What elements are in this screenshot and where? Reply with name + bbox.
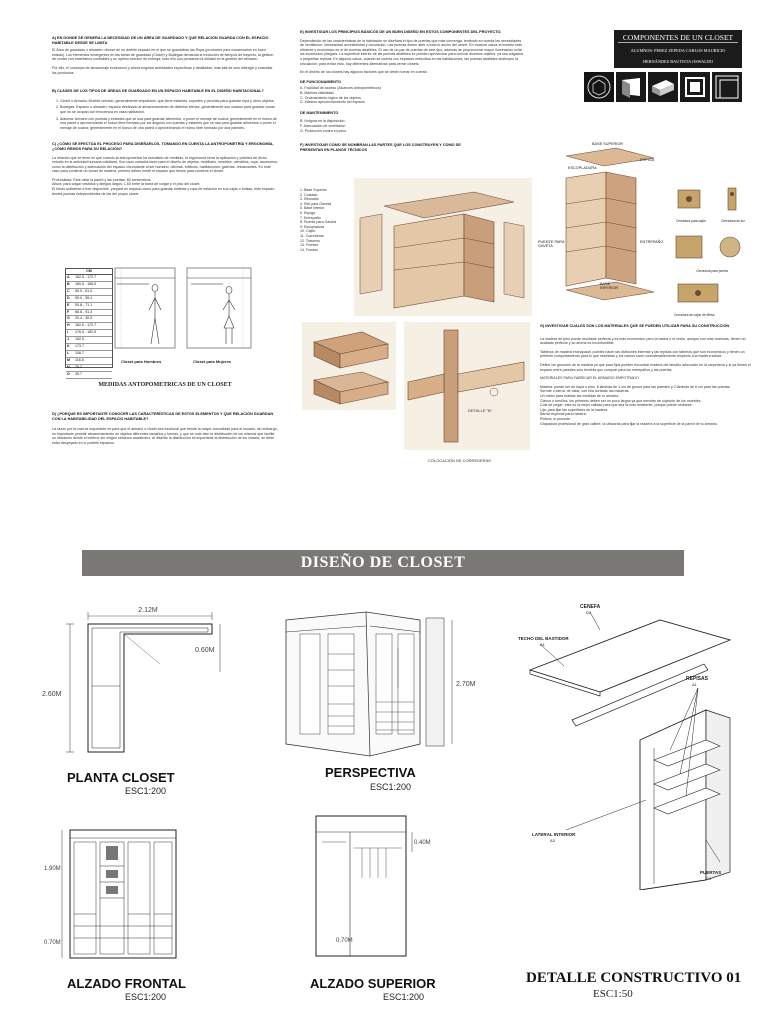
- anthro-row-letter: E: [67, 302, 70, 307]
- mant-item: G. Protección contra el polvo.: [300, 128, 348, 133]
- part-item: 3. Rincoallo: [300, 197, 319, 202]
- anthro-row-letter: J: [67, 337, 69, 342]
- question-g: G) INVESTIGAR CUALES SON LOS MATERIALES QUE SE PUEDEN UTILIZAR PARA SU CONSTRUCCIÓN: [540, 324, 730, 328]
- planta-dim-height: 2.60M: [42, 691, 62, 698]
- rail-detail-sketch: [404, 322, 530, 450]
- part-item: 6. Espiga: [300, 210, 315, 215]
- label-women: Closet para Mujeres: [193, 359, 232, 364]
- alzado-frontal-dim-2: 0.70M: [44, 940, 61, 946]
- label-puertas: PUERTAS: [700, 870, 722, 875]
- label-cenefa-code: D2: [586, 610, 592, 615]
- exploded-closet-figure: [536, 138, 666, 306]
- detail-b-label: DETALLE "B": [468, 408, 493, 413]
- part-item: 1. Base Superior: [300, 188, 327, 192]
- anthro-row-letter: B: [67, 281, 70, 286]
- alzado-frontal-dim-1: 1.90M: [44, 866, 61, 872]
- closet-silhouettes: [113, 266, 259, 358]
- part-item: 2. Costado: [300, 192, 318, 197]
- material-item: Cola de pegar: esta es la mejor calidad para que sea la más resistente, porque puede cedrarse.: [540, 403, 693, 408]
- func-item: A. Facilidad de acceso (Alcances antropométricos): [300, 86, 381, 91]
- label-puertas-code: D4: [706, 876, 712, 881]
- label-espiga: ESPIGA: [640, 158, 655, 162]
- list-item: 3. Alacena: Armario con puertas y estantes que se usa para guardar alimentos, o poner el menaje de cocina; generalmente en el hueco de una pared o aprovechando el hueco libre formado por los ángulos con puertas y estantes que se usa para guardar alimentos o poner el menaje de cocina; generalmente en el hueco de una pared o aprovechando el hueco libre formado por dos paredes.: [60, 117, 278, 131]
- alzado-superior-dim-1: 0.40M: [414, 840, 431, 846]
- question-d: D) ¿PORQUE ES IMPORTANTE CONOCER LAS CARACTERÍSTICAS DE ESTOS ELEMENTOS Y QUE RELACIÓN GUARDAN CON LA HABITABILIDAD DEL ESPACIO HABITABLE?: [52, 412, 274, 421]
- anthro-table-row: [66, 365, 112, 372]
- paragraph-c1: La relación que se tiene es que cuando la antropometría ha estudiado de medidas, la ergonomía sería la aplicación y práctica de dicho estudio en la actividad humana cotidiana. Son usos variados tanto para el diseño de objetos, mobiliario, muebles, utensilios, ropa, accesorios; como la distribución y adecuación del espacio circundante al ser humano: oficinas, edificios, habitaciones, galerías, restaurantes. En este caso para construir un closet de madera, primero debes medir el espacio que tienes para construir el closet.: [52, 155, 278, 174]
- perspectiva-drawing: [280, 608, 480, 758]
- label-base-inferior: BASE INFERIOR: [600, 282, 619, 290]
- planta-dim-depth: 0.60M: [195, 647, 215, 654]
- parts-list: [300, 188, 360, 252]
- anthro-row-letter: O: [67, 371, 70, 376]
- planta-drawing: [40, 592, 270, 768]
- drawer-sketch: [302, 322, 396, 410]
- material-item: Barniz especial para madera.: [540, 412, 587, 417]
- anthro-row-value: 162.6 - 172.7: [75, 323, 97, 328]
- anthropometric-figure: [65, 266, 259, 376]
- hardware-item: Cerradura de cajón de Mesa: [672, 280, 752, 314]
- anthro-row-value: 176.5 - 182.9: [75, 330, 97, 335]
- anthro-row-value: 116.8: [75, 357, 84, 362]
- hardware-item: Cerradura de luz: [714, 184, 752, 222]
- anthro-table-header: CM: [66, 269, 112, 275]
- drawer-shape-icon: [648, 72, 678, 102]
- anthro-table: [65, 268, 113, 376]
- question-a: A) EN DONDE SE GENERA LA NECESIDAD DE UN ÁREA DE GUARDADO Y QUE RELACIÓN GUARDA CON EL ESPACIO HABITABLE DESDE SE LIMITA: [52, 36, 269, 45]
- part-item: 11. Correderas: [300, 233, 324, 238]
- list-item: 2. Bodegas: Espacio o almacén, espacio destinado al almacenamiento de distintos bienes, generalmente son usados para guardar cosas que no se ocupan con frecuencia en casa habitación.: [60, 105, 278, 114]
- label-repisas: REPISAS: [686, 676, 708, 682]
- part-item: 12. Traseros: [300, 238, 320, 243]
- perspectiva-dim-height: 2.70M: [456, 681, 476, 688]
- corner-shape-icon: [712, 72, 742, 102]
- anthro-table-row: [66, 323, 112, 330]
- anthro-row-value: 45.7: [75, 371, 82, 376]
- section-band-title: DISEÑO DE CLOSET: [82, 550, 684, 576]
- anthro-row-letter: D: [67, 295, 70, 300]
- paragraph-e1: Dependiendo de las características de la habitación se diseñara el tipo de puertas que más convenga, teniendo en cuenta las necesidades de ventilación, luminosidad accesibilidad y circulación. Las puertas deben abrir a todo lo ancho del closet. En muchos casos el modelo más eficiente y económico es el de puertas abatibles. El uso de un par de puertas de este tipo, además de proporcionar mayor iluminación evita los incómodos pliegues. La superficie interior de las puertas abatibles se pueden aprovechar para colocar diversos objetos, ya sea colgados o pequeñas repisas. En algunos casos, cuando se cuenta con espacios reducidos en las habitaciones, las puertas abatibles obstruyen la circulación; para evitar esto, hay diferentes alternativas para cerrar closets.: [300, 38, 524, 66]
- anthro-table-row: [66, 303, 112, 310]
- material-item: Serrote o sierra: de calar, con ella cortarás tus maderas.: [540, 389, 630, 394]
- anthro-row-letter: G: [67, 316, 70, 321]
- anthro-row-letter: I: [67, 330, 68, 335]
- label-cenefa: CENEFA: [580, 604, 601, 610]
- right-text-column: [540, 324, 752, 426]
- anthro-row-letter: C: [67, 288, 70, 293]
- func-item: D. Máximo aprovechamiento del espacio: [300, 100, 365, 105]
- label-escopladura: ESCOPLADURA: [568, 166, 597, 170]
- anthro-row-value: 106.7: [75, 350, 84, 355]
- part-item: 4. Riel para Gaveta: [300, 201, 331, 206]
- logo-tile-5: [712, 72, 742, 102]
- anthro-row-letter: N: [67, 364, 70, 369]
- detail-b-caption: COLOCACIÓN DE CORREDERAS: [428, 458, 491, 463]
- paragraph-c4: El fondo suficiente a fuer disponible, prepara un espacio como para guardar maletas y ropa de estación en sus cajas o bolsas, este espacio tendrá puertas independientes de las del propio closet.: [52, 187, 275, 196]
- middle-text-column: [300, 30, 526, 152]
- alzado-superior-scale: ESC1:200: [383, 992, 425, 1002]
- anthro-row-value: 162.5 - 172.7: [75, 275, 97, 279]
- anthro-row-value: 173.7: [75, 344, 84, 349]
- university-logo: [584, 72, 614, 102]
- alzado-superior-drawing: [312, 812, 432, 968]
- anthro-table-row: [66, 275, 112, 282]
- header-banner: [614, 30, 742, 68]
- anthro-row-letter: H: [67, 323, 70, 328]
- header-author-1: ALUMNOS: PEREZ ZEPEDA CARLOS MAURICIO: [630, 48, 726, 53]
- anthro-table-row: [66, 344, 112, 351]
- question-e: E) INVESTIGAR LOS PRINCIPIOS BÁSICOS DE UN BUEN DISEÑO EN ESTOS COMPONENTES DEL PROYECTO.: [300, 30, 502, 34]
- func-title: DE FUNCIONAMIENTO: [300, 79, 342, 84]
- planta-scale: ESC1:200: [125, 786, 167, 796]
- anthro-table-row: [66, 358, 112, 365]
- key-icon: [714, 184, 752, 214]
- anthro-row-value: 160.5 - 166.5: [75, 281, 97, 286]
- label-lateral-code: A3: [550, 838, 555, 843]
- left-text-column-bottom: [52, 412, 278, 450]
- materials-title: MATERIALES PARA FABRICAR EL ARMARIO EMPOTRADO: [540, 376, 639, 381]
- anthro-table-row: [66, 351, 112, 358]
- question-b: B) CLASES DE LOS TIPOS DE ÁREAS DE GUARDADO EN UN ESPACIO HABITABLE EN EL DISEÑO HABITACIONAL?: [52, 89, 264, 94]
- label-repisas-code: A1: [692, 682, 697, 687]
- alzado-superior-title: ALZADO SUPERIOR: [310, 976, 436, 991]
- planta-title: PLANTA CLOSET: [67, 770, 175, 785]
- anthro-row-value: 66.8 - 91.4: [75, 309, 93, 314]
- header-title: COMPONENTES DE UN CLOSET: [618, 30, 738, 43]
- part-item: 7. Entrepaño: [300, 215, 321, 220]
- left-text-column: [52, 36, 278, 200]
- anthro-row-value: 25.4 - 30.5: [75, 316, 93, 321]
- label-lateral: LATERAL INTERIOR: [532, 832, 576, 837]
- part-item: 14. Fondos: [300, 247, 318, 252]
- material-item: Lija, para lijar las superficies de la madera.: [540, 407, 609, 412]
- material-item: Pintura, si procede.: [540, 416, 571, 421]
- anthro-row-value: 152.5: [75, 337, 84, 342]
- anthro-row-letter: A: [67, 275, 70, 279]
- drawer-lock-icon: [672, 280, 752, 308]
- paragraph-d1: La razón por la cual es importante es para que el armario o closet sea funcional que brinde la mayor comodidad para el usuario, sin embargo, es importante permitir almacenamiento de objetos diferentes tamaños y formas, y que se note bien la distribución de los mismos que facilite su ubicación desde el exterior sin ningún esfuerzo académico. Al diseñar la distribución es importante la distribución de los closets, se debe estar despejado en lo posible espacios.: [52, 427, 278, 445]
- label-techo-code: A1: [540, 642, 545, 647]
- paragraph-e2: En el diseño de los closets hay algunos factores que se deben tomar en cuenta:: [300, 70, 428, 75]
- part-item: 13. Frentes: [300, 243, 319, 248]
- logo-tile-4: [680, 72, 710, 102]
- part-item: 9. Escopladura: [300, 224, 324, 229]
- hardware-item: Cerradura para cajón: [672, 184, 710, 222]
- paragraph-c3: Altura: para colgar vestidos y abrigos largos: 1.60 entre la barra de colgar y el piso del closet.: [52, 182, 201, 187]
- logo-tile-3: [648, 72, 678, 102]
- anthro-row-letter: K: [67, 344, 70, 349]
- alzado-frontal-title: ALZADO FRONTAL: [67, 976, 186, 991]
- anthro-row-letter: L: [67, 350, 70, 355]
- logo-tile-2: [616, 72, 646, 102]
- anthro-table-row: [66, 316, 112, 323]
- paragraph-c2: Profundidad. Este mide la pared y las puertas: 60 centímetros.: [52, 177, 152, 182]
- list-b: [52, 99, 278, 131]
- anthro-row-value: 55.9 - 61.0: [75, 288, 93, 293]
- alzado-frontal-scale: ESC1:200: [125, 992, 167, 1002]
- paragraph-a1: El Área de guardado o almacén: dícese de un ámbito espacio en el que se guardaban las Ropa (productos para conservarlos en buen estado). Los elementos emergentes en las áreas de guardado (Closet) y Bodegas demanda la evolución de tiempos de trayecto, la gestión de contar con inventarios confiables y un óptimo servicio de entrega; todo ello con pensando la utilidad en la gestión del almacén.: [52, 48, 274, 62]
- alzado-superior-dim-2: 0.70M: [336, 938, 353, 944]
- hardware-grid: [672, 184, 752, 317]
- part-item: 5. Base Inferior: [300, 206, 325, 211]
- list-item: 1. Closet o Armario: Mueble cerrado, generalmente empotrado, que tiene estantes, soportes y perchas para guardar ropa y otros objetos.: [60, 99, 278, 104]
- func-item: B. Máxima visibilidad: [300, 90, 334, 95]
- material-item: Grapadora profesional de gran calibre, la utilizarás para fijar la madera a la superficie de la pared de tu armario.: [540, 421, 718, 426]
- label-techo: TECHO DEL BASTIDOR: [518, 636, 569, 641]
- anthro-table-row: [66, 296, 112, 303]
- alzado-frontal-drawing: [44, 818, 184, 974]
- question-f: F) INVESTIGAR COMO SE NOMBRAN LAS PARTES QUE LOS CONSTRUYEN Y COMO SE PRESENTAN EN PLANOS TÉCNICOS: [300, 143, 461, 152]
- anthro-table-row: [66, 372, 112, 379]
- anthro-table-row: [66, 282, 112, 289]
- anthro-table-row: [66, 337, 112, 344]
- anthro-row-value: 76.2: [75, 364, 82, 369]
- detalle-title: DETALLE CONSTRUCTIVO 01: [526, 970, 742, 986]
- figure-caption: MEDIDAS ANTOPOMETRICAS DE UN CLOSET: [98, 382, 232, 388]
- paragraph-g1: La madera de pino puede resultarle perfecta y es más económica; pero la caoba o el cedro, aunque son más costosas, tienen un acabado perfecto y su aroma es inconfundible.: [540, 336, 746, 346]
- label-men: Closet para Hombres: [121, 359, 162, 364]
- anthro-row-value: 50.8 - 71.1: [75, 302, 93, 307]
- material-item: Un metro para realizar las medidas de tu armario.: [540, 393, 620, 398]
- part-item: 10. Cajón: [300, 229, 316, 234]
- paragraph-g3: Define los grosores de la madera ya que para fijos puedes encontrar madera del tamaño adecuado en la carpintería y sí ya tienes el espacio entre paredes solo tendrás que comprar para los entrepaños y las puertas.: [540, 362, 751, 372]
- func-item: C. Ordenamiento lógico de los objetos: [300, 95, 361, 100]
- perspectiva-scale: ESC1:200: [370, 782, 412, 792]
- lock-icon: [672, 184, 710, 214]
- planta-dim-width: 2.12M: [138, 607, 158, 614]
- door-lock-icon: [672, 232, 752, 264]
- mant-title: DE MANTENIMIENTO: [300, 110, 339, 115]
- part-item: 8. Puente para Gaveta: [300, 220, 337, 225]
- paragraph-a2: Por ello, el concepto de almacenaje evolucionó y ahora engloba actividades específicas y detalladas, más allá de solo albergar y custodiar los productos.: [52, 65, 273, 75]
- material-item: Clavos o tornillos, los primeros deben ser un poco largos ya que servirán de sujeción de los muebles.: [540, 398, 702, 403]
- paragraph-g2: Tableros de madera enchapada: puedes hacer las divisiones internas y las repisas con tableros que son económicos y tienen un perfecto comportamiento para lo que necesitas y los cantos lucen considerablemente respecto a la madera sólida.: [540, 349, 745, 359]
- anthro-table-rows: [66, 275, 112, 379]
- mant-item: F. Adecuación de ventilación: [300, 123, 346, 128]
- header-author-2: HERNÁNDEZ BAUTISTA OSWALDO: [642, 59, 714, 64]
- detalle-constructivo-drawing: [510, 600, 750, 890]
- anthro-row-letter: M: [67, 357, 70, 362]
- label-entrepano: ENTREPAÑO: [640, 240, 664, 244]
- mant-item: B. Holgura en la disposición: [300, 119, 345, 124]
- detalle-scale: ESC1:50: [593, 988, 633, 1000]
- crest-icon: [584, 72, 614, 102]
- hardware-item: Cerradura para puerta: [672, 232, 752, 272]
- anthro-table-row: [66, 330, 112, 337]
- frame-shape-icon: [680, 72, 710, 102]
- label-base-superior: BASE SUPERIOR: [592, 142, 624, 146]
- closet-parts-sketch: [354, 178, 532, 316]
- label-puente: PUENTE PARA GAVETA: [538, 240, 565, 248]
- anthro-row-value: 55.0 - 55.4: [75, 295, 93, 300]
- anthro-table-row: [66, 289, 112, 296]
- question-c: C) ¿CÓMO SE EFECTÚA EL PROCESO PARA DISEÑARLOS, TOMANDO EN CUENTA LA ANTROPOMETRÍA Y ERGONOMÍA, ¿CÓMO REMOS PARA SU RELACIÓN?: [52, 142, 274, 151]
- material-item: Madera: puede ser de haya o pino. 8 láminas de 1 cm de grosor para las paredes y 2 láminas de 6 cm para las puertas.: [540, 384, 731, 389]
- perspectiva-title: PERSPECTIVA: [325, 765, 416, 780]
- closet-shape-icon: [616, 72, 646, 102]
- anthro-table-row: [66, 310, 112, 317]
- anthro-row-letter: F: [67, 309, 70, 314]
